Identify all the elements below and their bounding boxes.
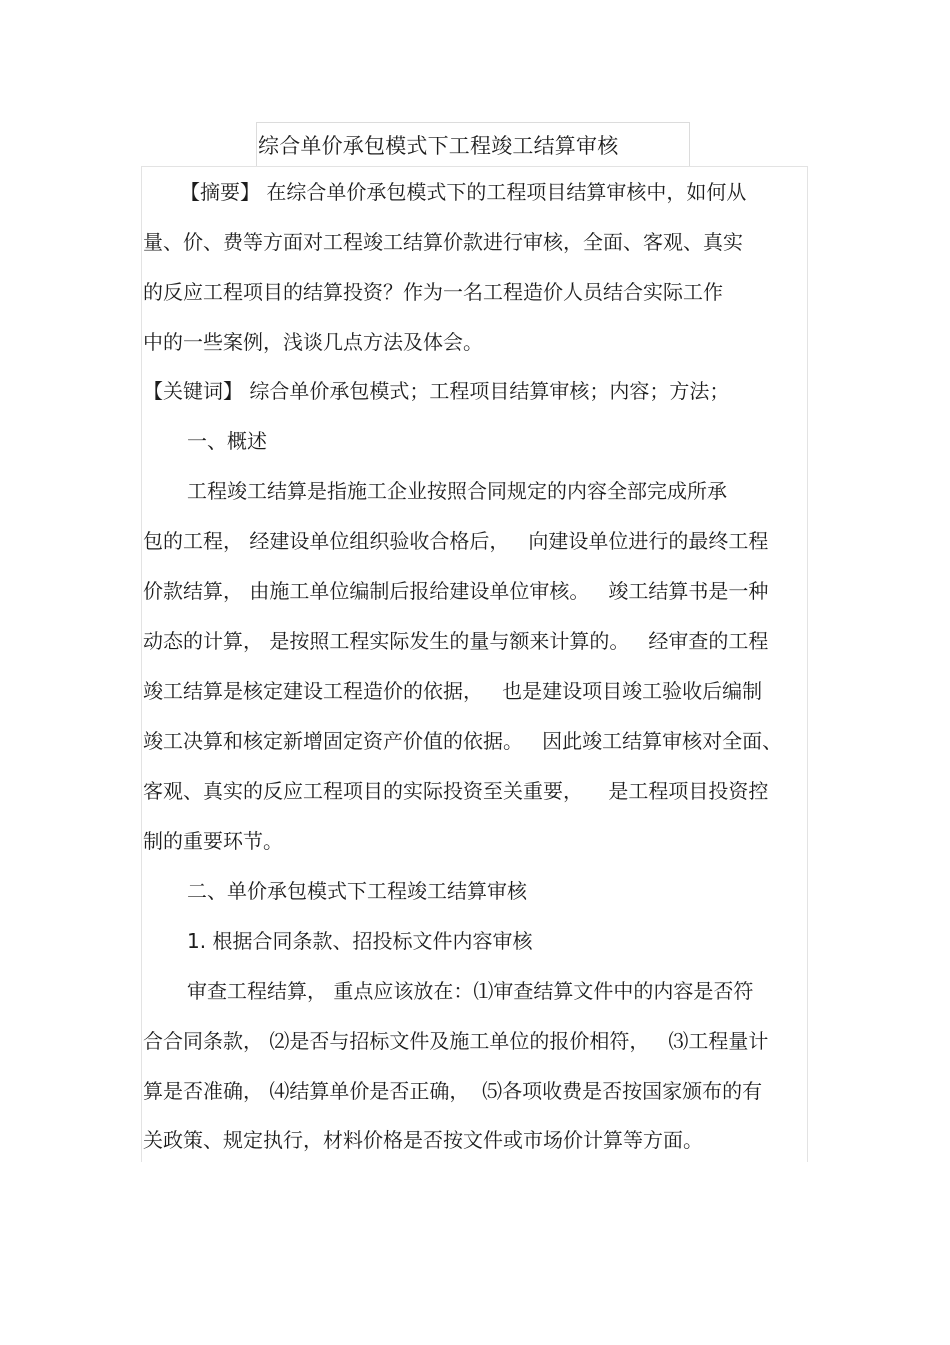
paragraph-line-4: 动态的计算， 是按照工程实际发生的量与额来计算的。 经审查的工程: [143, 629, 769, 653]
section-heading-1: 一、概述: [187, 429, 267, 453]
audit-line-1: 审查工程结算， 重点应该放在：⑴审查结算文件中的内容是否符: [187, 979, 754, 1003]
audit-line-3: 算是否准确， ⑷结算单价是否正确， ⑸各项收费是否按国家颁布的有: [143, 1079, 763, 1103]
audit-line-4: 关政策、规定执行，材料价格是否按文件或市场价计算等方面。: [143, 1128, 703, 1152]
paragraph-line-2: 包的工程， 经建设单位组织验收合格后， 向建设单位进行的最终工程: [143, 529, 769, 553]
keywords-line: 【关键词】 综合单价承包模式；工程项目结算审核；内容；方法；: [143, 379, 730, 403]
paragraph-line-7: 客观、真实的反应工程项目的实际投资至关重要， 是工程项目投资控: [143, 779, 769, 803]
abstract-line-2: 量、价、费等方面对工程竣工结算价款进行审核，全面、客观、真实: [143, 230, 743, 254]
abstract-line-4: 中的一些案例，浅谈几点方法及体会。: [143, 330, 483, 354]
abstract-line-3: 的反应工程项目的结算投资？作为一名工程造价人员结合实际工作: [143, 280, 723, 304]
paragraph-line-5: 竣工结算是核定建设工程造价的依据， 也是建设项目竣工验收后编制: [143, 679, 763, 703]
paragraph-line-3: 价款结算， 由施工单位编制后报给建设单位审核。 竣工结算书是一种: [143, 579, 769, 603]
paragraph-line-6: 竣工决算和核定新增固定资产价值的依据。 因此竣工结算审核对全面、: [143, 729, 783, 753]
abstract-line-1: 【摘要】 在综合单价承包模式下的工程项目结算审核中，如何从: [180, 180, 747, 204]
section-heading-2: 二、单价承包模式下工程竣工结算审核: [187, 879, 527, 903]
audit-line-2: 合合同条款， ⑵是否与招标文件及施工单位的报价相符， ⑶工程量计: [143, 1029, 769, 1053]
document-title: 综合单价承包模式下工程竣工结算审核: [258, 134, 619, 158]
paragraph-line-8: 制的重要环节。: [143, 829, 283, 853]
paragraph-line-1: 工程竣工结算是指施工企业按照合同规定的内容全部完成所承: [187, 479, 727, 503]
subsection-heading-1: 1. 根据合同条款、招投标文件内容审核: [187, 929, 533, 953]
body-frame: [141, 166, 808, 1162]
